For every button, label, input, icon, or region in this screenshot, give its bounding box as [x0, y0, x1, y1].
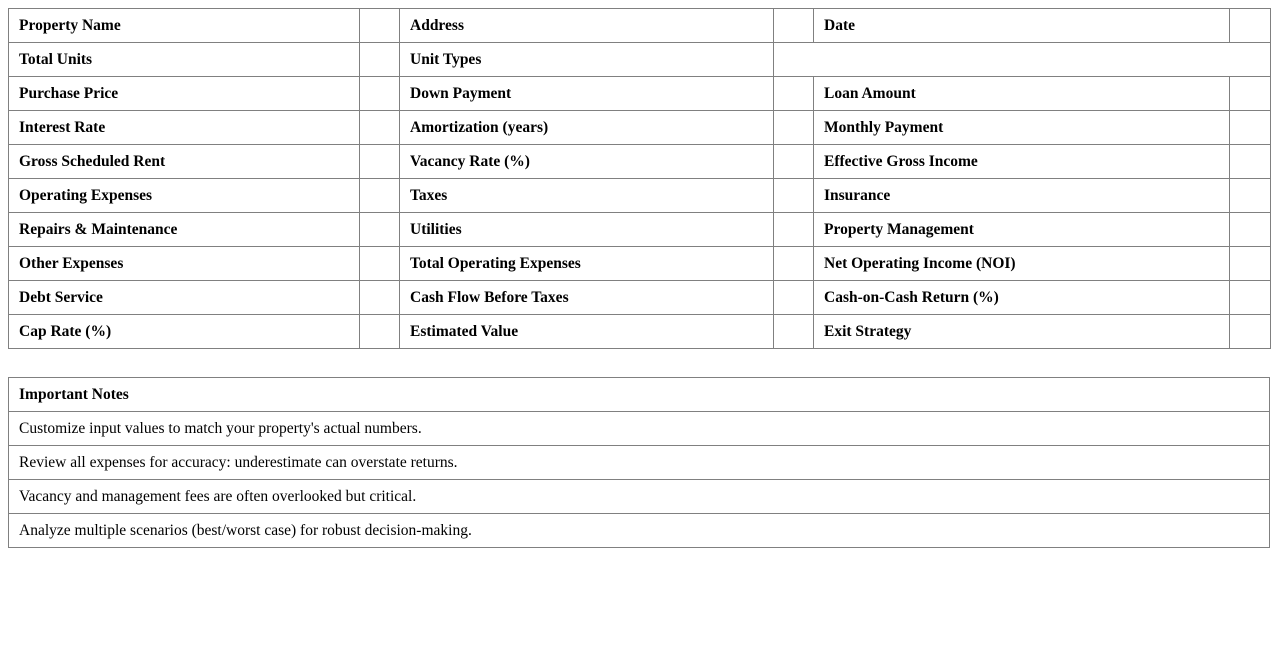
label-exit-strategy: Exit Strategy	[814, 315, 1230, 349]
value-unit-types[interactable]	[774, 43, 1271, 77]
label-vacancy-rate: Vacancy Rate (%)	[400, 145, 774, 179]
note-item: Vacancy and management fees are often overlooked but critical.	[9, 480, 1270, 514]
value-taxes[interactable]	[774, 179, 814, 213]
value-debt-service[interactable]	[360, 281, 400, 315]
label-down-payment: Down Payment	[400, 77, 774, 111]
label-date: Date	[814, 9, 1230, 43]
value-total-units[interactable]	[360, 43, 400, 77]
label-amortization: Amortization (years)	[400, 111, 774, 145]
label-operating-expenses: Operating Expenses	[9, 179, 360, 213]
important-notes-table	[8, 377, 1270, 548]
label-address: Address	[400, 9, 774, 43]
label-cash-flow-before-taxes: Cash Flow Before Taxes	[400, 281, 774, 315]
label-taxes: Taxes	[400, 179, 774, 213]
label-cash-on-cash-return: Cash-on-Cash Return (%)	[814, 281, 1230, 315]
value-property-name[interactable]	[360, 9, 400, 43]
notes-title: Important Notes	[9, 378, 1270, 412]
label-estimated-value: Estimated Value	[400, 315, 774, 349]
table-row	[9, 145, 1271, 179]
table-row	[9, 213, 1271, 247]
value-utilities[interactable]	[774, 213, 814, 247]
value-noi[interactable]	[1230, 247, 1271, 281]
value-address[interactable]	[774, 9, 814, 43]
note-item: Customize input values to match your property's actual numbers.	[9, 412, 1270, 446]
value-cash-on-cash-return[interactable]	[1230, 281, 1271, 315]
label-other-expenses: Other Expenses	[9, 247, 360, 281]
table-row	[9, 247, 1271, 281]
value-exit-strategy[interactable]	[1230, 315, 1271, 349]
value-estimated-value[interactable]	[774, 315, 814, 349]
note-row	[9, 412, 1270, 446]
value-purchase-price[interactable]	[360, 77, 400, 111]
table-row	[9, 111, 1271, 145]
label-purchase-price: Purchase Price	[9, 77, 360, 111]
value-amortization[interactable]	[774, 111, 814, 145]
label-monthly-payment: Monthly Payment	[814, 111, 1230, 145]
value-interest-rate[interactable]	[360, 111, 400, 145]
value-down-payment[interactable]	[774, 77, 814, 111]
property-analysis-table	[8, 8, 1271, 349]
note-row	[9, 446, 1270, 480]
note-row	[9, 514, 1270, 548]
notes-header-row	[9, 378, 1270, 412]
label-utilities: Utilities	[400, 213, 774, 247]
value-gross-scheduled-rent[interactable]	[360, 145, 400, 179]
label-unit-types: Unit Types	[400, 43, 774, 77]
value-operating-expenses[interactable]	[360, 179, 400, 213]
label-noi: Net Operating Income (NOI)	[814, 247, 1230, 281]
value-insurance[interactable]	[1230, 179, 1271, 213]
table-row	[9, 315, 1271, 349]
label-property-management: Property Management	[814, 213, 1230, 247]
label-total-units: Total Units	[9, 43, 360, 77]
value-cash-flow-before-taxes[interactable]	[774, 281, 814, 315]
label-property-name: Property Name	[9, 9, 360, 43]
table-row	[9, 77, 1271, 111]
value-other-expenses[interactable]	[360, 247, 400, 281]
table-row	[9, 281, 1271, 315]
value-repairs-maintenance[interactable]	[360, 213, 400, 247]
table-row	[9, 9, 1271, 43]
note-row	[9, 480, 1270, 514]
label-debt-service: Debt Service	[9, 281, 360, 315]
label-insurance: Insurance	[814, 179, 1230, 213]
label-cap-rate: Cap Rate (%)	[9, 315, 360, 349]
value-vacancy-rate[interactable]	[774, 145, 814, 179]
value-cap-rate[interactable]	[360, 315, 400, 349]
value-date[interactable]	[1230, 9, 1271, 43]
note-item: Review all expenses for accuracy: underestimate can overstate returns.	[9, 446, 1270, 480]
value-monthly-payment[interactable]	[1230, 111, 1271, 145]
note-item: Analyze multiple scenarios (best/worst case) for robust decision-making.	[9, 514, 1270, 548]
label-loan-amount: Loan Amount	[814, 77, 1230, 111]
value-property-management[interactable]	[1230, 213, 1271, 247]
label-gross-scheduled-rent: Gross Scheduled Rent	[9, 145, 360, 179]
value-effective-gross-income[interactable]	[1230, 145, 1271, 179]
label-effective-gross-income: Effective Gross Income	[814, 145, 1230, 179]
value-loan-amount[interactable]	[1230, 77, 1271, 111]
label-repairs-maintenance: Repairs & Maintenance	[9, 213, 360, 247]
table-row	[9, 43, 1271, 77]
label-total-operating-expenses: Total Operating Expenses	[400, 247, 774, 281]
label-interest-rate: Interest Rate	[9, 111, 360, 145]
table-row	[9, 179, 1271, 213]
value-total-operating-expenses[interactable]	[774, 247, 814, 281]
